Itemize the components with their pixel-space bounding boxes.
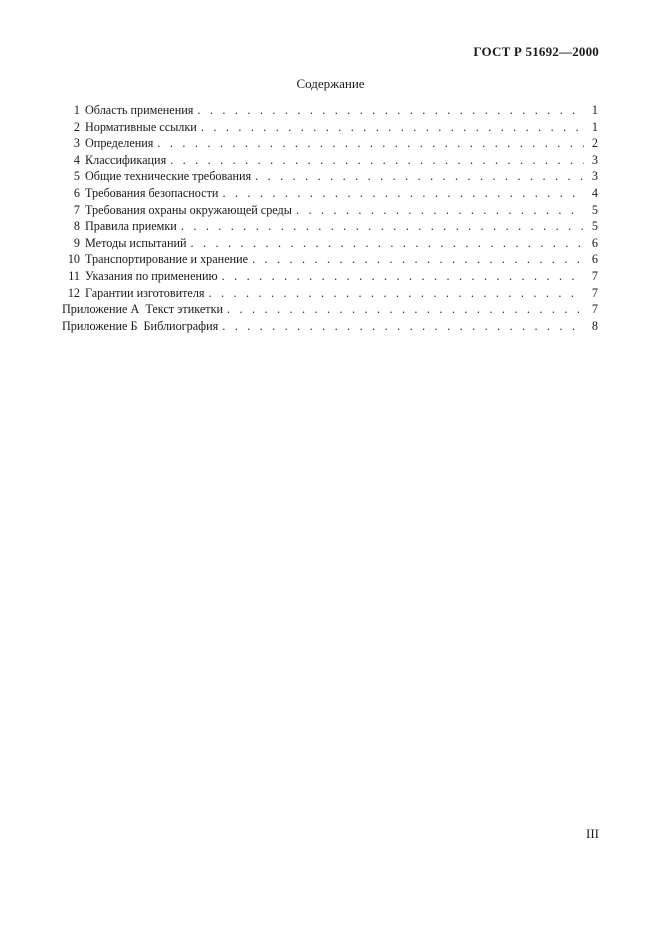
- toc-entry[interactable]: [62, 285, 598, 302]
- toc-leader-dots: [227, 301, 584, 318]
- toc-entry-number: 9: [73, 235, 80, 250]
- toc-entry-label: Общие технические требования: [85, 169, 252, 184]
- toc-entry-page: 7: [591, 285, 598, 300]
- toc-entry-number: 6: [73, 185, 80, 200]
- toc-leader-dots: [222, 185, 584, 202]
- toc-entry[interactable]: [62, 152, 598, 169]
- toc-entry[interactable]: [62, 135, 598, 152]
- toc-leader-dots: [181, 218, 584, 235]
- toc-entry-number: 10: [67, 252, 80, 267]
- toc-entry[interactable]: [62, 185, 598, 202]
- toc-entry-label: Требования безопасности: [85, 185, 219, 200]
- toc-leader-dots: [170, 152, 584, 169]
- toc-entry-number: 7: [73, 202, 80, 217]
- toc-entry-label: Требования охраны окружающей среды: [85, 202, 292, 217]
- toc-leader-dots: [197, 102, 584, 119]
- toc-entry-appendix-a[interactable]: [62, 301, 598, 318]
- toc-entry-label: Определения: [85, 136, 154, 151]
- toc-entry-page: 4: [591, 185, 598, 200]
- toc-entry-page: 1: [591, 103, 598, 117]
- toc-entry-page: 8: [591, 318, 598, 333]
- toc-entry-number: 5: [73, 169, 80, 184]
- toc-leader-dots: [209, 285, 584, 302]
- toc-entry-number: 11: [68, 268, 80, 283]
- toc-entry-label: Методы испытаний: [85, 235, 187, 250]
- toc-entry-page: 3: [591, 169, 598, 184]
- toc-entry-label: Область применения: [85, 103, 194, 117]
- toc-entry-label: Указания по применению: [85, 268, 218, 283]
- toc-entry[interactable]: [62, 251, 598, 268]
- toc-entry-label: Приложение Б Библиография: [62, 318, 219, 333]
- toc-entry[interactable]: [62, 168, 598, 185]
- toc-entry-number: 4: [73, 152, 80, 167]
- toc-entry-label: Правила приемки: [85, 219, 177, 234]
- toc-leader-dots: [222, 318, 584, 335]
- toc-leader-dots: [252, 251, 584, 268]
- toc-entry-page: 3: [591, 152, 598, 167]
- toc-leader-dots: [255, 168, 584, 185]
- toc-title: Содержание: [296, 76, 365, 91]
- toc-entry-label: Нормативные ссылки: [85, 119, 197, 134]
- toc-entry[interactable]: [62, 102, 598, 119]
- toc-entry-label: Гарантии изготовителя: [85, 285, 205, 300]
- toc-entry-appendix-b[interactable]: [62, 318, 598, 335]
- toc-entry-number: 12: [67, 285, 80, 300]
- toc-leader-dots: [296, 202, 584, 219]
- toc-entry[interactable]: [62, 119, 598, 136]
- toc-leader-dots: [222, 268, 584, 285]
- toc-entry-label: Классификация: [85, 152, 167, 167]
- toc-entry[interactable]: [62, 202, 598, 219]
- standard-header: ГОСТ Р 51692—2000: [473, 44, 599, 59]
- page-number: III: [586, 826, 599, 841]
- toc-entry-page: 6: [591, 235, 598, 250]
- toc-entry-label: Транспортирование и хранение: [85, 252, 249, 267]
- toc-entry-page: 6: [591, 252, 598, 267]
- toc-entry-page: 7: [591, 302, 598, 317]
- toc-entry-page: 1: [591, 119, 598, 134]
- toc-leader-dots: [201, 119, 584, 136]
- toc-entry[interactable]: [62, 218, 598, 235]
- toc-entry[interactable]: [62, 235, 598, 252]
- toc-entry-number: 8: [73, 219, 80, 234]
- toc-leader-dots: [157, 135, 584, 152]
- toc-entry-number: 2: [73, 119, 80, 134]
- table-of-contents: [62, 102, 598, 334]
- toc-entry[interactable]: [62, 268, 598, 285]
- toc-entry-page: 7: [591, 268, 598, 283]
- toc-entry-label: Приложение А Текст этикетки: [62, 302, 224, 317]
- toc-entry-page: 5: [591, 202, 598, 217]
- toc-entry-page: 2: [591, 136, 598, 151]
- toc-entry-number: 3: [73, 136, 80, 151]
- toc-leader-dots: [191, 235, 584, 252]
- toc-entry-page: 5: [591, 219, 598, 234]
- toc-entry-number: 1: [73, 103, 80, 117]
